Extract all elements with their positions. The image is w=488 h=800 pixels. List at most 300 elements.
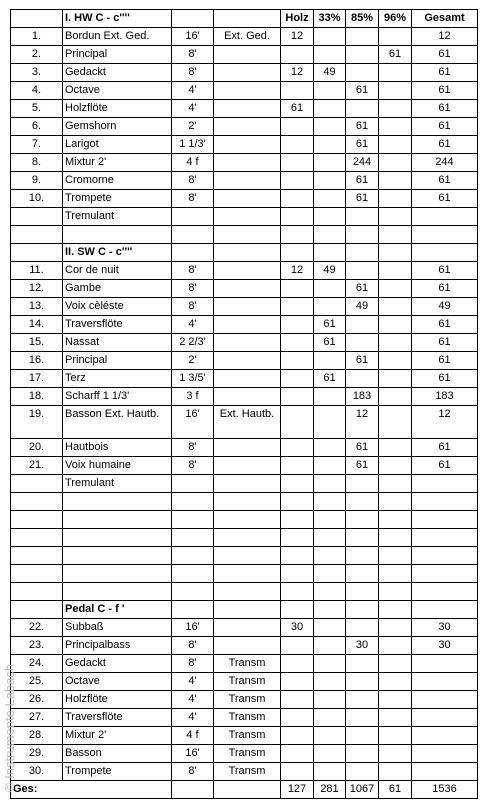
- cell-name: Traversflöte: [63, 709, 172, 727]
- cell-num: 23.: [11, 637, 63, 655]
- cell-ext: [214, 619, 281, 637]
- cell-gesamt: 61: [412, 64, 478, 82]
- cell-ext: Ext. Hautb.: [214, 406, 281, 439]
- cell-size: [172, 475, 214, 493]
- cell-ext: [214, 100, 281, 118]
- cell-name: [63, 583, 172, 601]
- register-row: [11, 655, 478, 673]
- register-row: [11, 262, 478, 280]
- cell-p33: 49: [314, 64, 346, 82]
- copyright-watermark: © Instrumente Labach: [2, 663, 17, 792]
- cell-ext: [214, 529, 281, 547]
- cell-gesamt: 61: [412, 370, 478, 388]
- cell-p85: [346, 46, 379, 64]
- cell-holz: [281, 637, 314, 655]
- cell-ext: [214, 334, 281, 352]
- cell-gesamt: 183: [412, 388, 478, 406]
- cell-num: 1.: [11, 28, 63, 46]
- cell-name: Holzflöte: [63, 100, 172, 118]
- register-row: [11, 745, 478, 763]
- cell-ext: [214, 82, 281, 100]
- cell-p85: 244: [346, 154, 379, 172]
- cell-size: 16': [172, 406, 214, 439]
- cell-size: 2': [172, 352, 214, 370]
- cell-size: 4': [172, 82, 214, 100]
- cell-size: 1 1/3': [172, 136, 214, 154]
- cell-p85: 61: [346, 118, 379, 136]
- register-row: [11, 493, 478, 511]
- register-row: [11, 226, 478, 244]
- cell-ext: [214, 10, 281, 28]
- cell-holz: [281, 655, 314, 673]
- cell-holz: [281, 439, 314, 457]
- cell-name: Traversflöte: [63, 316, 172, 334]
- cell-p85: [346, 208, 379, 226]
- register-row: [11, 316, 478, 334]
- cell-name: Trompete: [63, 190, 172, 208]
- cell-p85: [346, 691, 379, 709]
- register-row: [11, 763, 478, 781]
- cell-gesamt: [412, 493, 478, 511]
- cell-gesamt: [412, 226, 478, 244]
- cell-ext: [214, 601, 281, 619]
- cell-holz: [281, 136, 314, 154]
- cell-p33: [314, 565, 346, 583]
- cell-ext: [214, 457, 281, 475]
- cell-p96: [379, 691, 412, 709]
- cell-num: [11, 565, 63, 583]
- cell-ext: [214, 439, 281, 457]
- cell-num: 28.: [11, 727, 63, 745]
- cell-holz: 61: [281, 100, 314, 118]
- cell-name: Cromorne: [63, 172, 172, 190]
- cell-p33: [314, 745, 346, 763]
- totals-label: Ges:: [11, 781, 172, 799]
- cell-size: 8': [172, 64, 214, 82]
- cell-num: 29.: [11, 745, 63, 763]
- cell-ext: [214, 226, 281, 244]
- register-row: [11, 64, 478, 82]
- cell-name: Basson Ext. Hautb.: [63, 406, 172, 439]
- cell-num: [11, 244, 63, 262]
- cell-name: Gedackt: [63, 655, 172, 673]
- cell-gesamt: 61: [412, 457, 478, 475]
- cell-p96: [379, 457, 412, 475]
- cell-holz: [281, 370, 314, 388]
- cell-num: 4.: [11, 82, 63, 100]
- cell-p96: [379, 763, 412, 781]
- register-row: [11, 406, 478, 439]
- cell-gesamt: 61: [412, 136, 478, 154]
- cell-ext: [214, 637, 281, 655]
- cell-p96: [379, 745, 412, 763]
- cell-holz: [281, 406, 314, 439]
- cell-p33: [314, 154, 346, 172]
- cell-p85: [346, 547, 379, 565]
- cell-gesamt: 244: [412, 154, 478, 172]
- total-gesamt: 1536: [412, 781, 478, 799]
- cell-size: 3 f: [172, 388, 214, 406]
- cell-num: 17.: [11, 370, 63, 388]
- cell-p85: 61: [346, 457, 379, 475]
- cell-gesamt: 61: [412, 439, 478, 457]
- cell-size: [172, 511, 214, 529]
- cell-p85: 61: [346, 82, 379, 100]
- cell-num: 30.: [11, 763, 63, 781]
- cell-holz: [281, 547, 314, 565]
- cell-name: Hautbois: [63, 439, 172, 457]
- cell-p96: [379, 136, 412, 154]
- cell-holz: [281, 118, 314, 136]
- cell-num: 2.: [11, 46, 63, 64]
- register-row: [11, 457, 478, 475]
- cell-gesamt: [412, 565, 478, 583]
- totals-empty-ext: [214, 781, 281, 799]
- cell-ext: [214, 370, 281, 388]
- register-row: [11, 154, 478, 172]
- cell-p33: [314, 280, 346, 298]
- total-96: 61: [379, 781, 412, 799]
- cell-p33: 61: [314, 316, 346, 334]
- cell-gesamt: [412, 727, 478, 745]
- cell-gesamt: 61: [412, 100, 478, 118]
- cell-name: Scharff 1 1/3': [63, 388, 172, 406]
- cell-name: II. SW C - c'''': [63, 244, 172, 262]
- cell-size: 16': [172, 745, 214, 763]
- cell-num: 21.: [11, 457, 63, 475]
- cell-holz: [281, 334, 314, 352]
- cell-holz: [281, 529, 314, 547]
- cell-size: 8': [172, 655, 214, 673]
- cell-name: Gemshorn: [63, 118, 172, 136]
- register-row: [11, 637, 478, 655]
- cell-p85: [346, 583, 379, 601]
- cell-p33: [314, 352, 346, 370]
- cell-size: 8': [172, 457, 214, 475]
- cell-num: 27.: [11, 709, 63, 727]
- cell-ext: Ext. Ged.: [214, 28, 281, 46]
- cell-holz: [281, 745, 314, 763]
- total-holz: 127: [281, 781, 314, 799]
- cell-name: Octave: [63, 82, 172, 100]
- cell-holz: [281, 601, 314, 619]
- cell-p33: [314, 673, 346, 691]
- register-row: [11, 172, 478, 190]
- cell-name: Larigot: [63, 136, 172, 154]
- cell-ext: Transm: [214, 691, 281, 709]
- cell-name: [63, 226, 172, 244]
- cell-p85: [346, 28, 379, 46]
- cell-size: 4': [172, 673, 214, 691]
- register-row: [11, 388, 478, 406]
- cell-num: [11, 601, 63, 619]
- cell-gesamt: [412, 763, 478, 781]
- cell-size: 4 f: [172, 727, 214, 745]
- cell-p33: [314, 46, 346, 64]
- cell-ext: Transm: [214, 745, 281, 763]
- register-row: [11, 100, 478, 118]
- cell-gesamt: [412, 475, 478, 493]
- cell-p33: [314, 547, 346, 565]
- cell-ext: [214, 118, 281, 136]
- cell-p96: [379, 511, 412, 529]
- cell-p33: [314, 583, 346, 601]
- cell-size: 8': [172, 637, 214, 655]
- cell-p33: 61: [314, 334, 346, 352]
- cell-p85: 30: [346, 637, 379, 655]
- cell-gesamt: 12: [412, 406, 478, 439]
- cell-ext: [214, 298, 281, 316]
- cell-num: 3.: [11, 64, 63, 82]
- cell-p85: [346, 655, 379, 673]
- cell-num: [11, 493, 63, 511]
- cell-p85: [346, 370, 379, 388]
- cell-holz: [281, 388, 314, 406]
- register-row: [11, 439, 478, 457]
- cell-name: [63, 565, 172, 583]
- cell-ext: Transm: [214, 727, 281, 745]
- totals-empty-size: [172, 781, 214, 799]
- register-row: [11, 565, 478, 583]
- cell-name: Subbaß: [63, 619, 172, 637]
- cell-ext: [214, 208, 281, 226]
- cell-p85: [346, 226, 379, 244]
- cell-name: Gambe: [63, 280, 172, 298]
- cell-p96: [379, 298, 412, 316]
- cell-p85: [346, 673, 379, 691]
- cell-ext: [214, 154, 281, 172]
- register-row: [11, 511, 478, 529]
- cell-p33: [314, 136, 346, 154]
- cell-size: 8': [172, 439, 214, 457]
- cell-p96: [379, 172, 412, 190]
- cell-gesamt: 61: [412, 352, 478, 370]
- column-header-gesamt: Gesamt: [412, 10, 478, 28]
- cell-p33: [314, 493, 346, 511]
- cell-p85: [346, 100, 379, 118]
- cell-gesamt: 30: [412, 619, 478, 637]
- cell-gesamt: 12: [412, 28, 478, 46]
- cell-p33: [314, 619, 346, 637]
- cell-holz: [281, 457, 314, 475]
- cell-holz: [281, 280, 314, 298]
- cell-gesamt: 61: [412, 280, 478, 298]
- column-header-p96: 96%: [379, 10, 412, 28]
- cell-p96: [379, 208, 412, 226]
- register-row: [11, 475, 478, 493]
- register-row: [11, 280, 478, 298]
- cell-num: 16.: [11, 352, 63, 370]
- cell-p33: [314, 439, 346, 457]
- register-row: [11, 691, 478, 709]
- cell-size: 4 f: [172, 154, 214, 172]
- cell-ext: Transm: [214, 673, 281, 691]
- cell-ext: Transm: [214, 709, 281, 727]
- cell-holz: 12: [281, 28, 314, 46]
- cell-ext: [214, 352, 281, 370]
- cell-p85: 61: [346, 136, 379, 154]
- column-header-holz: Holz: [281, 10, 314, 28]
- cell-p85: [346, 64, 379, 82]
- cell-num: [11, 226, 63, 244]
- cell-p96: [379, 637, 412, 655]
- table-body: [11, 10, 478, 799]
- register-row: [11, 547, 478, 565]
- cell-holz: [281, 583, 314, 601]
- cell-p96: [379, 154, 412, 172]
- section-header-row: [11, 244, 478, 262]
- section-header-row: [11, 10, 478, 28]
- total-33: 281: [314, 781, 346, 799]
- cell-p96: [379, 370, 412, 388]
- cell-size: 8': [172, 280, 214, 298]
- cell-gesamt: [412, 529, 478, 547]
- cell-holz: [281, 226, 314, 244]
- cell-p33: [314, 691, 346, 709]
- register-row: [11, 46, 478, 64]
- cell-p85: 61: [346, 172, 379, 190]
- cell-size: 8': [172, 46, 214, 64]
- cell-gesamt: [412, 745, 478, 763]
- cell-p96: [379, 709, 412, 727]
- register-row: [11, 673, 478, 691]
- register-row: [11, 82, 478, 100]
- cell-p96: [379, 673, 412, 691]
- cell-holz: [281, 475, 314, 493]
- cell-gesamt: [412, 601, 478, 619]
- cell-size: 4': [172, 316, 214, 334]
- cell-p96: [379, 82, 412, 100]
- cell-p33: [314, 298, 346, 316]
- cell-num: 5.: [11, 100, 63, 118]
- cell-p96: [379, 334, 412, 352]
- cell-p85: 12: [346, 406, 379, 439]
- cell-p96: [379, 190, 412, 208]
- cell-p33: [314, 406, 346, 439]
- cell-p96: 61: [379, 46, 412, 64]
- cell-p85: 61: [346, 280, 379, 298]
- cell-holz: 12: [281, 64, 314, 82]
- cell-p85: 183: [346, 388, 379, 406]
- cell-gesamt: [412, 547, 478, 565]
- cell-name: Tremulant: [63, 475, 172, 493]
- cell-name: Gedackt: [63, 64, 172, 82]
- cell-name: [63, 511, 172, 529]
- cell-gesamt: [412, 208, 478, 226]
- cell-num: [11, 475, 63, 493]
- cell-p33: 61: [314, 370, 346, 388]
- cell-p96: [379, 262, 412, 280]
- disposition-table: [10, 9, 478, 799]
- cell-p85: [346, 727, 379, 745]
- cell-p33: [314, 637, 346, 655]
- cell-gesamt: [412, 583, 478, 601]
- cell-p33: [314, 457, 346, 475]
- cell-p85: [346, 475, 379, 493]
- cell-holz: 12: [281, 262, 314, 280]
- cell-gesamt: 61: [412, 46, 478, 64]
- cell-name: Principalbass: [63, 637, 172, 655]
- cell-p85: 49: [346, 298, 379, 316]
- cell-size: [172, 529, 214, 547]
- cell-p33: [314, 82, 346, 100]
- cell-ext: [214, 547, 281, 565]
- cell-size: 8': [172, 172, 214, 190]
- cell-name: I. HW C - c'''': [63, 10, 172, 28]
- cell-p85: 61: [346, 190, 379, 208]
- cell-holz: [281, 691, 314, 709]
- cell-p33: [314, 601, 346, 619]
- cell-name: [63, 529, 172, 547]
- cell-size: [172, 565, 214, 583]
- cell-holz: [281, 352, 314, 370]
- cell-p96: [379, 64, 412, 82]
- register-row: [11, 529, 478, 547]
- cell-size: 8': [172, 763, 214, 781]
- cell-name: Principal: [63, 352, 172, 370]
- register-row: [11, 727, 478, 745]
- cell-p96: [379, 493, 412, 511]
- register-row: [11, 352, 478, 370]
- cell-size: [172, 601, 214, 619]
- cell-holz: [281, 673, 314, 691]
- cell-holz: [281, 46, 314, 64]
- cell-gesamt: 61: [412, 172, 478, 190]
- cell-p33: [314, 475, 346, 493]
- cell-holz: [281, 82, 314, 100]
- cell-name: Cor de nuit: [63, 262, 172, 280]
- cell-size: 2': [172, 118, 214, 136]
- register-row: [11, 709, 478, 727]
- cell-gesamt: [412, 709, 478, 727]
- register-row: [11, 118, 478, 136]
- cell-num: 18.: [11, 388, 63, 406]
- cell-ext: [214, 316, 281, 334]
- cell-name: Principal: [63, 46, 172, 64]
- cell-name: Trompete: [63, 763, 172, 781]
- column-header-p33: 33%: [314, 10, 346, 28]
- cell-p96: [379, 565, 412, 583]
- cell-ext: [214, 172, 281, 190]
- cell-name: Holzflöte: [63, 691, 172, 709]
- register-row: [11, 334, 478, 352]
- register-row: [11, 208, 478, 226]
- cell-ext: [214, 583, 281, 601]
- cell-num: 14.: [11, 316, 63, 334]
- cell-p33: [314, 172, 346, 190]
- cell-gesamt: [412, 691, 478, 709]
- cell-p85: [346, 709, 379, 727]
- cell-holz: [281, 763, 314, 781]
- register-row: [11, 190, 478, 208]
- cell-gesamt: [412, 511, 478, 529]
- cell-p96: [379, 727, 412, 745]
- register-row: [11, 28, 478, 46]
- cell-p33: [314, 118, 346, 136]
- register-row: [11, 370, 478, 388]
- cell-gesamt: 61: [412, 82, 478, 100]
- cell-gesamt: [412, 673, 478, 691]
- cell-gesamt: 61: [412, 334, 478, 352]
- cell-p33: [314, 655, 346, 673]
- cell-ext: [214, 475, 281, 493]
- cell-holz: [281, 709, 314, 727]
- cell-p96: [379, 619, 412, 637]
- cell-name: Voix humaine: [63, 457, 172, 475]
- register-row: [11, 136, 478, 154]
- column-header-p85: 85%: [346, 10, 379, 28]
- cell-holz: [281, 172, 314, 190]
